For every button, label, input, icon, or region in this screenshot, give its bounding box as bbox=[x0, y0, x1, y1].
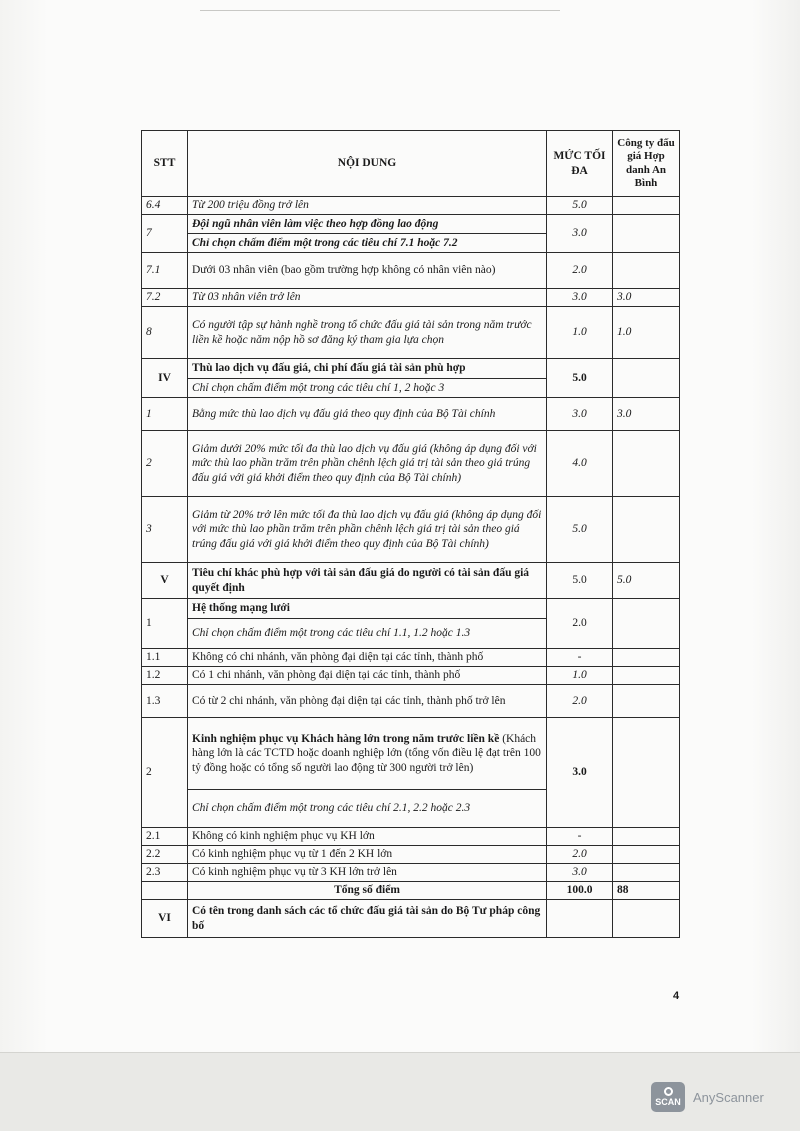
row-firm: 3.0 bbox=[613, 398, 680, 431]
row-firm bbox=[613, 846, 680, 864]
page-number: 4 bbox=[673, 990, 680, 1002]
row-firm bbox=[613, 431, 680, 497]
row-firm bbox=[613, 359, 680, 398]
row-content: Có từ 2 chi nhánh, văn phòng đại diện tại các tỉnh, thành phố trở lên bbox=[188, 685, 547, 718]
row-content: Hệ thống mạng lưới bbox=[188, 599, 547, 619]
table-row bbox=[142, 828, 680, 846]
row-max: 1.0 bbox=[547, 307, 613, 359]
row-max: 2.0 bbox=[547, 685, 613, 718]
row-firm: 5.0 bbox=[613, 563, 680, 599]
row-subcontent: Chỉ chọn chấm điểm một trong các tiêu chí 1, 2 hoặc 3 bbox=[188, 379, 547, 398]
table-row bbox=[142, 431, 680, 497]
row-content: Tiêu chí khác phù hợp với tài sản đấu giá do người có tài sản đấu giá quyết định bbox=[188, 563, 547, 599]
row-stt: 7 bbox=[142, 215, 188, 253]
row-stt: 8 bbox=[142, 307, 188, 359]
row-stt: 7.2 bbox=[142, 289, 188, 307]
row-max: 5.0 bbox=[547, 497, 613, 563]
row-max: 3.0 bbox=[547, 718, 613, 828]
row-content: Đội ngũ nhân viên làm việc theo hợp đồng lao động bbox=[188, 215, 547, 234]
header-content: NỘI DUNG bbox=[188, 131, 547, 197]
row-max: 1.0 bbox=[547, 667, 613, 685]
row-content: Không có kinh nghiệm phục vụ KH lớn bbox=[188, 828, 547, 846]
row-stt: 1.3 bbox=[142, 685, 188, 718]
row-content: Bằng mức thù lao dịch vụ đấu giá theo quy định của Bộ Tài chính bbox=[188, 398, 547, 431]
table-header-row bbox=[142, 131, 680, 197]
row-content: Có tên trong danh sách các tổ chức đấu giá tài sản do Bộ Tư pháp công bố bbox=[188, 900, 547, 938]
row-subcontent: Chỉ chọn chấm điểm một trong các tiêu chí 2.1, 2.2 hoặc 2.3 bbox=[188, 790, 547, 828]
row-content: Kinh nghiệm phục vụ Khách hàng lớn trong năm trước liền kề bbox=[192, 732, 500, 745]
row-firm bbox=[613, 685, 680, 718]
row-max: 3.0 bbox=[547, 289, 613, 307]
row-max bbox=[547, 900, 613, 938]
row-content: Dưới 03 nhân viên (bao gồm trường hợp không có nhân viên nào) bbox=[188, 253, 547, 289]
row-max: - bbox=[547, 828, 613, 846]
row-stt: 1.1 bbox=[142, 649, 188, 667]
row-max: 2.0 bbox=[547, 599, 613, 649]
table-row bbox=[142, 563, 680, 599]
row-content: Có kinh nghiệm phục vụ từ 1 đến 2 KH lớn bbox=[188, 846, 547, 864]
row-stt: 2 bbox=[142, 718, 188, 828]
row-subcontent: Chỉ chọn chấm điểm một trong các tiêu chí 7.1 hoặc 7.2 bbox=[188, 234, 547, 253]
table-row bbox=[142, 718, 680, 790]
total-label: Tổng số điểm bbox=[188, 882, 547, 900]
row-stt: 2.3 bbox=[142, 864, 188, 882]
row-stt: VI bbox=[142, 900, 188, 938]
table-row bbox=[142, 649, 680, 667]
scanner-watermark bbox=[651, 1082, 764, 1112]
row-firm bbox=[613, 253, 680, 289]
table-row bbox=[142, 253, 680, 289]
table-row bbox=[142, 289, 680, 307]
row-firm bbox=[613, 599, 680, 649]
row-stt: V bbox=[142, 563, 188, 599]
row-max: 2.0 bbox=[547, 253, 613, 289]
scan-ring-icon bbox=[664, 1087, 673, 1096]
scanner-name: AnyScanner bbox=[693, 1089, 764, 1105]
row-content-cell bbox=[188, 718, 547, 790]
row-stt: 1.2 bbox=[142, 667, 188, 685]
row-content: Có kinh nghiệm phục vụ từ 3 KH lớn trở lên bbox=[188, 864, 547, 882]
row-firm bbox=[613, 215, 680, 253]
row-firm bbox=[613, 197, 680, 215]
row-firm bbox=[613, 667, 680, 685]
row-content-rest: (Khách hàng lớn là các TCTD hoặc doanh nghiệp lớn (tổng vốn điều lệ đạt trên 100 tỷ đồng hoặc có tổng số người lao động từ 300 người trở lên) bbox=[192, 732, 541, 774]
total-row bbox=[142, 882, 680, 900]
row-stt: 7.1 bbox=[142, 253, 188, 289]
row-firm bbox=[613, 900, 680, 938]
table-row bbox=[142, 215, 680, 234]
header-stt: STT bbox=[142, 131, 188, 197]
table-row bbox=[142, 359, 680, 379]
row-firm bbox=[613, 864, 680, 882]
row-firm bbox=[613, 497, 680, 563]
table-row bbox=[142, 900, 680, 938]
row-firm bbox=[613, 718, 680, 828]
row-max: 3.0 bbox=[547, 215, 613, 253]
row-firm: 3.0 bbox=[613, 289, 680, 307]
row-max: 5.0 bbox=[547, 563, 613, 599]
header-firm: Công ty đấu giá Hợp danh An Bình bbox=[613, 131, 680, 197]
row-stt: 6.4 bbox=[142, 197, 188, 215]
row-firm bbox=[613, 828, 680, 846]
row-max: 5.0 bbox=[547, 197, 613, 215]
row-content: Có người tập sự hành nghề trong tổ chức đấu giá tài sản trong năm trước liền kề hoặc năm nộp hồ sơ đăng ký tham gia lựa chọn bbox=[188, 307, 547, 359]
row-firm bbox=[613, 649, 680, 667]
table-row bbox=[142, 864, 680, 882]
table-row bbox=[142, 685, 680, 718]
total-stt-empty bbox=[142, 882, 188, 900]
row-content: Có 1 chi nhánh, văn phòng đại diện tại các tỉnh, thành phố bbox=[188, 667, 547, 685]
header-max: MỨC TỐI ĐA bbox=[547, 131, 613, 197]
total-max: 100.0 bbox=[547, 882, 613, 900]
row-subcontent: Chỉ chọn chấm điểm một trong các tiêu chí 1.1, 1.2 hoặc 1.3 bbox=[188, 619, 547, 649]
row-content: Giảm dưới 20% mức tối đa thù lao dịch vụ đấu giá (không áp dụng đối với mức thù lao phần trăm trên phần chênh lệch giá trị tài sản theo giá trúng đấu giá với giá khởi điểm theo quy định của Bộ Tài chính) bbox=[188, 431, 547, 497]
row-max: 3.0 bbox=[547, 398, 613, 431]
scoring-table bbox=[141, 130, 680, 938]
table-row bbox=[142, 398, 680, 431]
row-stt: 1 bbox=[142, 599, 188, 649]
table-row bbox=[142, 667, 680, 685]
scan-badge-label: SCAN bbox=[655, 1097, 681, 1107]
row-content: Không có chi nhánh, văn phòng đại diện tại các tỉnh, thành phố bbox=[188, 649, 547, 667]
row-stt: 2.1 bbox=[142, 828, 188, 846]
table-row bbox=[142, 197, 680, 215]
scan-logo-icon bbox=[651, 1082, 685, 1112]
total-firm: 88 bbox=[613, 882, 680, 900]
table-row bbox=[142, 846, 680, 864]
row-content: Giảm từ 20% trở lên mức tối đa thù lao dịch vụ đấu giá (không áp dụng đối với mức thù lao phần trăm trên phần chênh lệch giá trị tài sản theo giá trúng đấu giá với giá khởi điểm theo quy định của Bộ Tài chính) bbox=[188, 497, 547, 563]
row-content: Từ 03 nhân viên trở lên bbox=[188, 289, 547, 307]
row-content: Từ 200 triệu đồng trở lên bbox=[188, 197, 547, 215]
row-stt: IV bbox=[142, 359, 188, 398]
row-max: 2.0 bbox=[547, 846, 613, 864]
table-row bbox=[142, 497, 680, 563]
row-stt: 3 bbox=[142, 497, 188, 563]
row-content: Thù lao dịch vụ đấu giá, chi phí đấu giá tài sản phù hợp bbox=[188, 359, 547, 379]
row-max: - bbox=[547, 649, 613, 667]
row-stt: 2.2 bbox=[142, 846, 188, 864]
table-row bbox=[142, 307, 680, 359]
row-firm: 1.0 bbox=[613, 307, 680, 359]
row-stt: 1 bbox=[142, 398, 188, 431]
row-max: 5.0 bbox=[547, 359, 613, 398]
row-max: 4.0 bbox=[547, 431, 613, 497]
page-edge-line bbox=[200, 10, 560, 11]
table-row bbox=[142, 599, 680, 619]
row-stt: 2 bbox=[142, 431, 188, 497]
row-max: 3.0 bbox=[547, 864, 613, 882]
